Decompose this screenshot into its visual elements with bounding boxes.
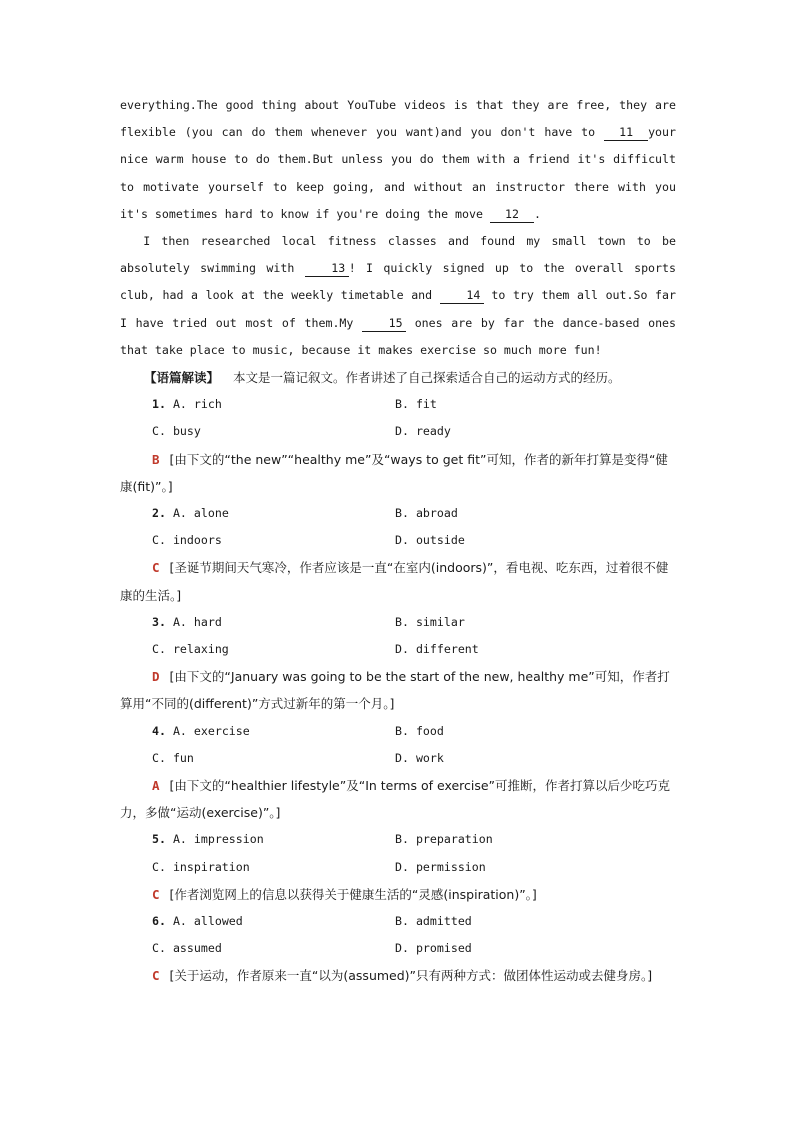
answer-letter: C (152, 886, 160, 902)
blank-15: 15 (362, 316, 406, 332)
explanation-text: [由下文的“January was going to be the start of the new, healthy me”可知，作者打算用“不同的(different)”方式过新年的第一个月。] (120, 669, 670, 712)
explanation-text: [由下文的“the new”“healthy me”及“ways to get fit”可知，作者的新年打算是变得“健康(fit)”。] (120, 451, 668, 494)
option-c: C. indoors (152, 533, 222, 548)
answer-letter: D (152, 669, 160, 685)
explanation-text: [作者浏览网上的信息以获得关于健康生活的“灵感(inspiration)”。] (169, 886, 537, 902)
passage-text: to try them all out.So far I have tried out most of them.My (120, 288, 676, 330)
document-page (120, 92, 676, 990)
answer-letter: C (152, 968, 160, 984)
option-d: D. ready (395, 424, 451, 439)
option-d: D. outside (395, 533, 465, 548)
question-number: 1. (152, 397, 166, 412)
option-d: D. work (395, 750, 444, 765)
question-row (120, 609, 676, 636)
question-number: 2. (152, 506, 166, 521)
option-b: B. fit (395, 397, 437, 412)
question-list (120, 391, 676, 989)
option-b: B. abroad (395, 506, 458, 521)
explanation-text: [圣诞节期间天气寒冷，作者应该是一直“在室内(indoors)”，看电视、吃东西，过着很不健康的生活。] (120, 560, 669, 603)
option-a-cell (152, 500, 229, 527)
explanation-text: [关于运动，作者原来一直“以为(assumed)”只有两种方式：做团体性运动或去健身房。] (169, 968, 653, 984)
option-d: D. different (395, 641, 479, 656)
option-a-cell (152, 391, 222, 418)
blank-11: 11 (604, 125, 648, 141)
option-a-cell (152, 826, 264, 853)
summary-tag: 【语篇解读】 (144, 370, 220, 386)
answer-letter: C (152, 560, 160, 576)
answer-letter: A (152, 777, 160, 793)
passage-text: I then researched local fitness classes and found my small town to be absolutely swimming with (120, 234, 676, 276)
question-row (120, 527, 676, 554)
explanation-text: [由下文的“healthier lifestyle”及“In terms of exercise”可推断，作者打算以后少吃巧克力，多做“运动(exercise)”。] (120, 777, 671, 821)
answer-explanation (120, 881, 676, 908)
question-row (120, 908, 676, 935)
option-c: C. inspiration (152, 859, 250, 874)
blank-12: 12 (490, 207, 534, 223)
blank-14: 14 (440, 288, 484, 304)
option-a-cell (152, 609, 222, 636)
option-a: A. alone (172, 506, 229, 521)
option-a-cell (152, 908, 243, 935)
question-number: 4. (152, 723, 166, 738)
option-a-cell (152, 718, 250, 745)
option-b: B. similar (395, 614, 465, 629)
question-row (120, 854, 676, 881)
answer-explanation (120, 446, 676, 500)
option-d: D. promised (395, 941, 472, 956)
question-row (120, 745, 676, 772)
answer-explanation (120, 663, 676, 717)
question-row (120, 718, 676, 745)
summary-text: 本文是一篇记叙文。作者讲述了自己探索适合自己的运动方式的经历。 (233, 370, 621, 386)
blank-13: 13 (305, 261, 349, 277)
question-row (120, 418, 676, 445)
option-c: C. busy (152, 424, 201, 439)
answer-explanation (120, 772, 676, 826)
passage-text: your nice warm house to do them.But unless you do them with a friend it's difficult to motivate yourself to keep going, and without an instructor there with you it's sometimes hard to know if you're doing the move (120, 125, 676, 221)
question-row (120, 500, 676, 527)
question-row (120, 391, 676, 418)
question-row (120, 826, 676, 853)
option-c: C. fun (152, 750, 194, 765)
option-a: A. exercise (172, 723, 250, 738)
option-d: D. permission (395, 859, 486, 874)
option-c: C. assumed (152, 941, 222, 956)
question-row (120, 636, 676, 663)
passage-summary (144, 364, 676, 391)
option-b: B. food (395, 723, 444, 738)
passage-text: ! I quickly signed up to the overall sports club, had a look at the weekly timetable and (120, 261, 676, 303)
option-b: B. admitted (395, 913, 472, 928)
option-c: C. relaxing (152, 641, 229, 656)
answer-letter: B (152, 451, 160, 467)
passage-paragraph-2 (120, 228, 676, 364)
option-a: A. rich (172, 397, 222, 412)
question-number: 5. (152, 832, 166, 847)
passage-text: ones are by far the dance-based ones that take place to music, because it makes exercise so much more fun! (120, 315, 677, 357)
passage-paragraph-1 (120, 92, 676, 228)
passage-text: . (533, 206, 541, 221)
option-a: A. allowed (172, 913, 243, 928)
option-b: B. preparation (395, 832, 493, 847)
question-number: 3. (152, 614, 166, 629)
question-row (120, 935, 676, 962)
passage-text: everything.The good thing about YouTube videos is that they are free, they are flexible (you can do them whenever you want)and you don't have to (120, 98, 676, 140)
answer-explanation (120, 554, 676, 608)
option-a: A. impression (172, 832, 264, 847)
answer-explanation (120, 962, 676, 989)
option-a: A. hard (172, 614, 222, 629)
question-number: 6. (152, 913, 166, 928)
